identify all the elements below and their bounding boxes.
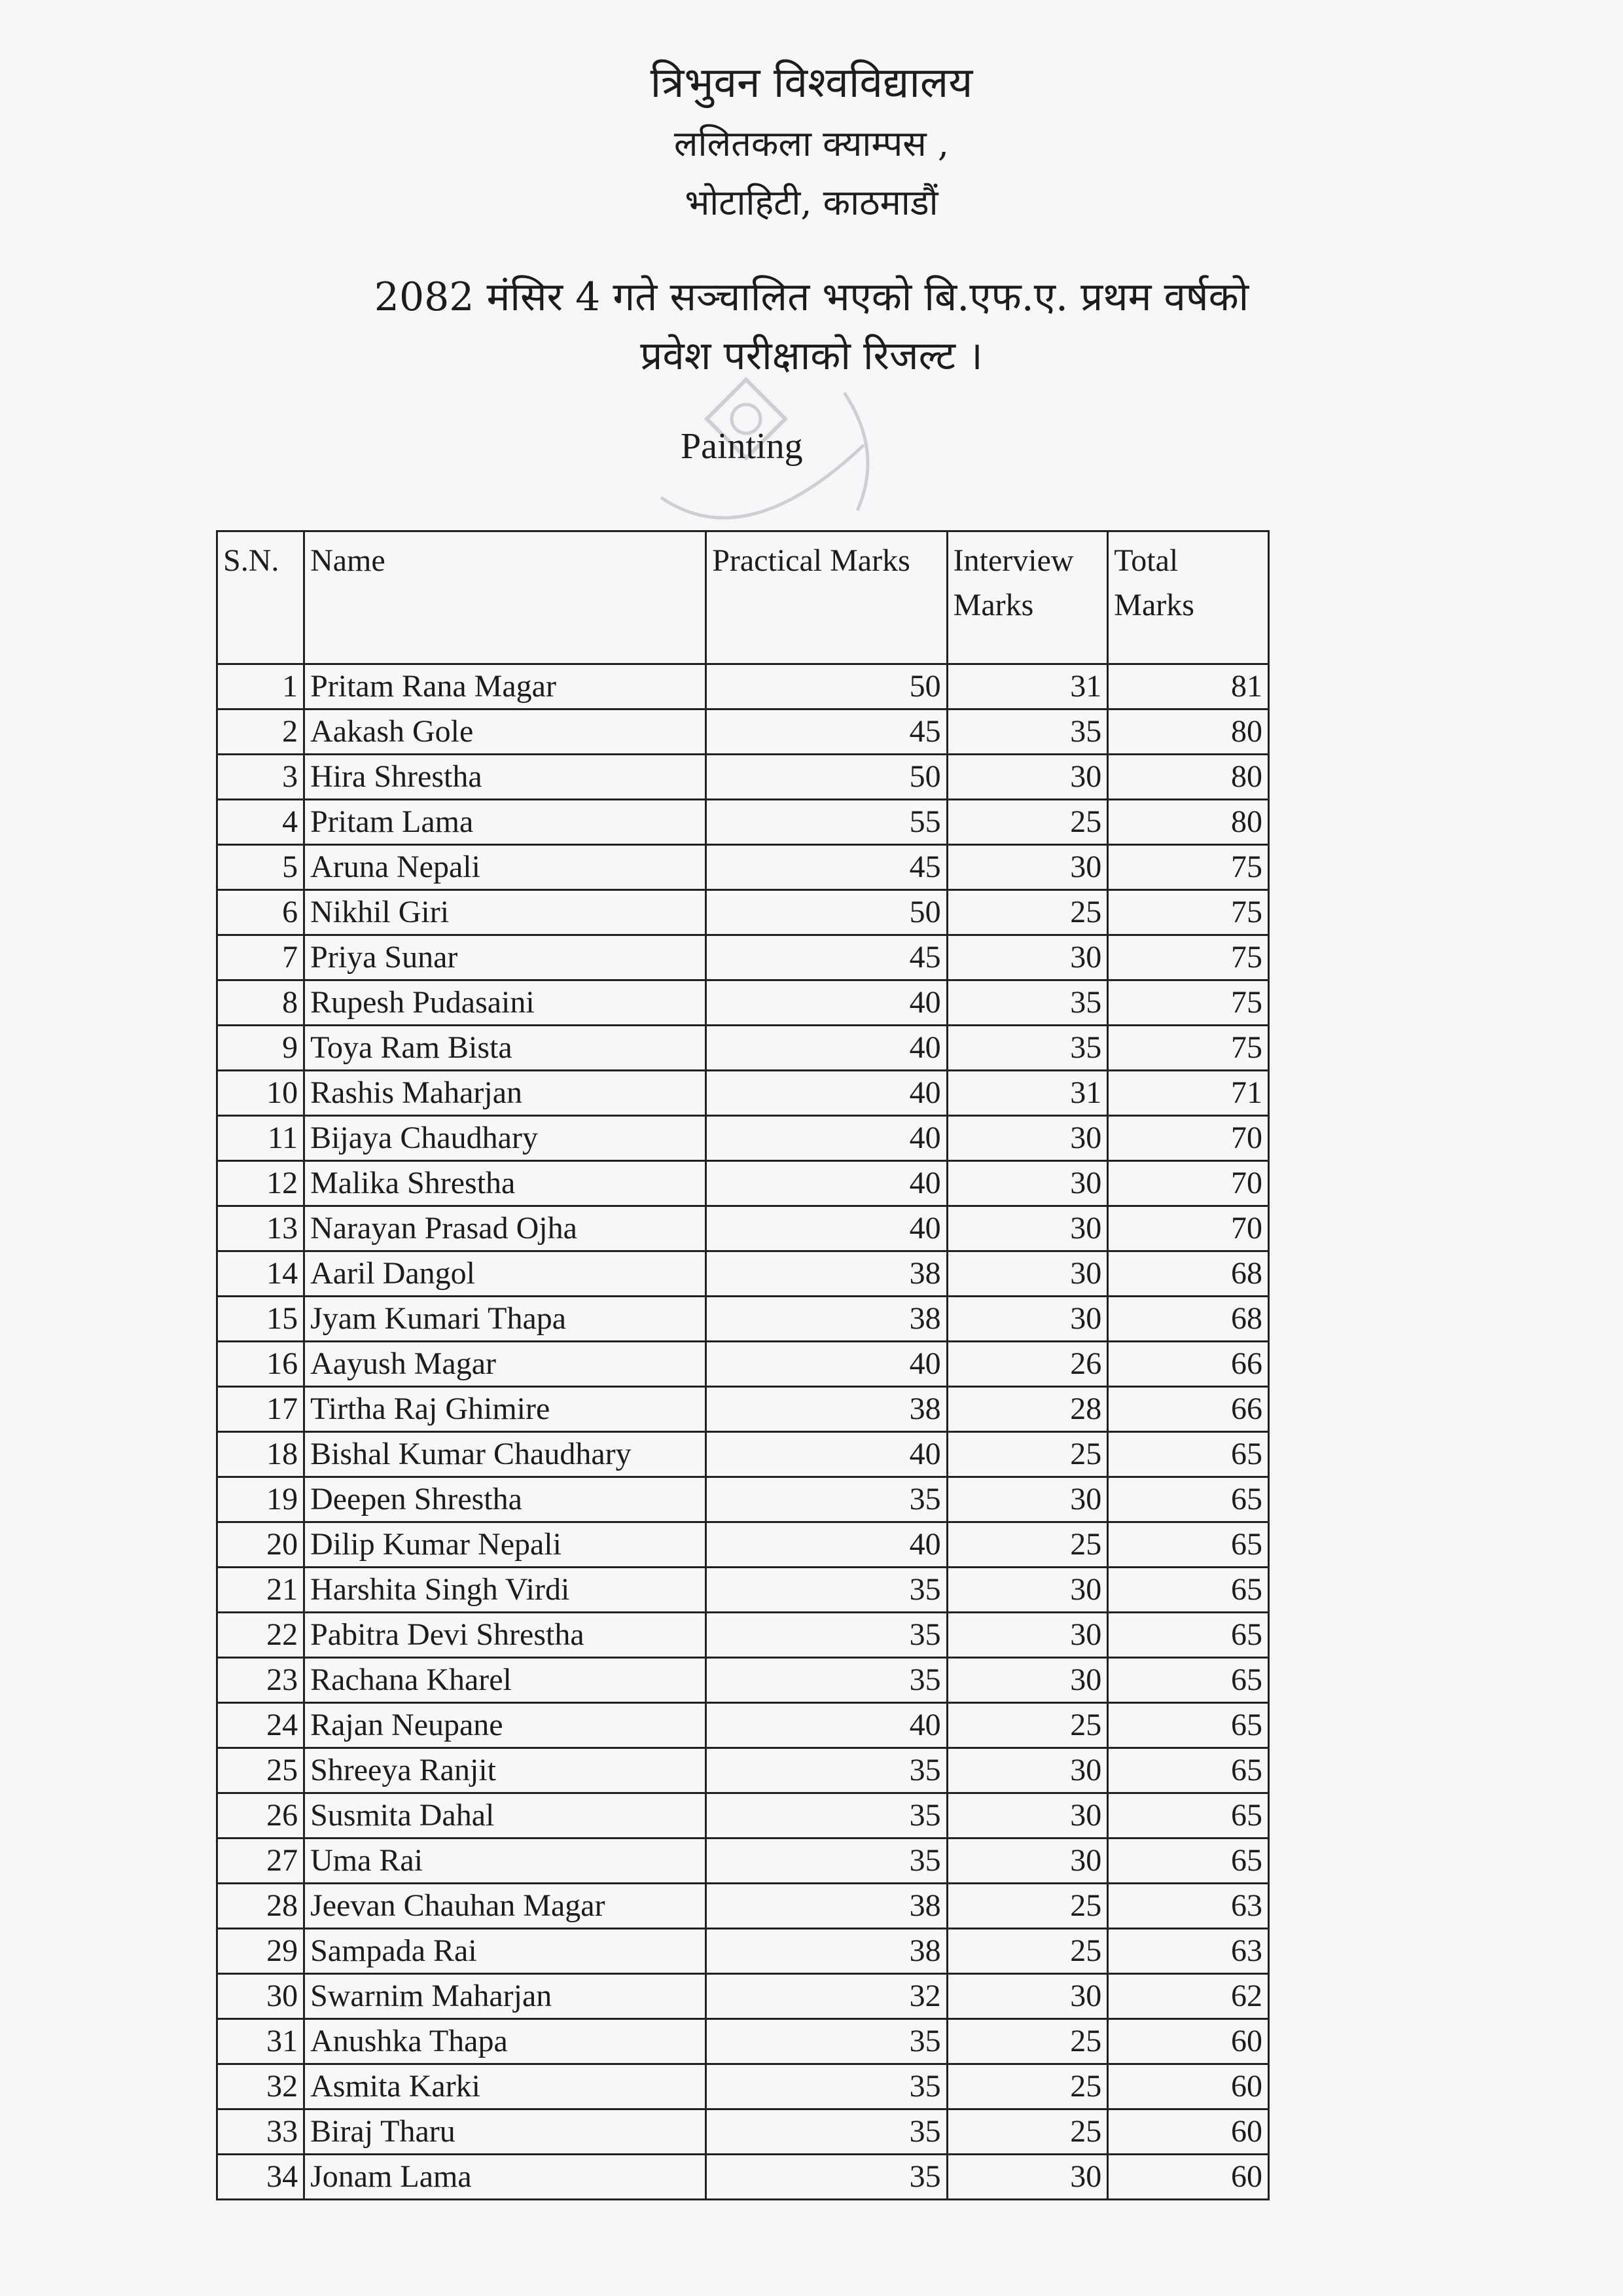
table-row (217, 1568, 1269, 1613)
row-practical-marks: 38 (706, 1884, 947, 1929)
table-row (217, 1522, 1269, 1568)
row-practical-marks: 45 (706, 845, 947, 890)
row-interview-marks: 30 (947, 1613, 1108, 1658)
table-row (217, 1703, 1269, 1748)
results-table (216, 530, 1270, 2200)
table-row (217, 2019, 1269, 2064)
row-practical-marks: 40 (706, 1161, 947, 1206)
row-total-marks: 71 (1108, 1071, 1269, 1116)
row-name: Jyam Kumari Thapa (304, 1297, 706, 1342)
row-interview-marks: 30 (947, 1251, 1108, 1297)
table-row (217, 2109, 1269, 2155)
row-name: Anushka Thapa (304, 2019, 706, 2064)
row-interview-marks: 30 (947, 1974, 1108, 2019)
notice-title-line2: प्रवेश परीक्षाको रिजल्ट । (640, 333, 983, 379)
row-practical-marks: 35 (706, 1839, 947, 1884)
row-name: Rupesh Pudasaini (304, 980, 706, 1026)
row-total-marks: 65 (1108, 1748, 1269, 1793)
row-practical-marks: 50 (706, 890, 947, 935)
row-name: Susmita Dahal (304, 1793, 706, 1839)
row-sn: 4 (217, 800, 304, 845)
row-total-marks: 66 (1108, 1342, 1269, 1387)
table-row (217, 1387, 1269, 1432)
row-sn: 27 (217, 1839, 304, 1884)
row-practical-marks: 45 (706, 935, 947, 980)
row-total-marks: 60 (1108, 2109, 1269, 2155)
table-row (217, 1116, 1269, 1161)
row-name: Hira Shrestha (304, 755, 706, 800)
row-name: Harshita Singh Virdi (304, 1568, 706, 1613)
table-row (217, 1297, 1269, 1342)
row-practical-marks: 40 (706, 1342, 947, 1387)
row-total-marks: 60 (1108, 2155, 1269, 2200)
row-practical-marks: 40 (706, 980, 947, 1026)
row-practical-marks: 38 (706, 1297, 947, 1342)
row-total-marks: 81 (1108, 664, 1269, 709)
row-total-marks: 75 (1108, 845, 1269, 890)
row-sn: 13 (217, 1206, 304, 1251)
row-interview-marks: 28 (947, 1387, 1108, 1432)
row-name: Shreeya Ranjit (304, 1748, 706, 1793)
row-sn: 3 (217, 755, 304, 800)
header-total-marks: Total Marks (1108, 531, 1269, 664)
row-total-marks: 70 (1108, 1116, 1269, 1161)
row-interview-marks: 30 (947, 1297, 1108, 1342)
table-row (217, 935, 1269, 980)
row-name: Jonam Lama (304, 2155, 706, 2200)
subject-heading: Painting (681, 426, 803, 467)
row-total-marks: 75 (1108, 935, 1269, 980)
row-sn: 15 (217, 1297, 304, 1342)
table-row (217, 1161, 1269, 1206)
row-name: Deepen Shrestha (304, 1477, 706, 1522)
table-row (217, 800, 1269, 845)
row-practical-marks: 35 (706, 1658, 947, 1703)
row-total-marks: 65 (1108, 1477, 1269, 1522)
row-practical-marks: 40 (706, 1116, 947, 1161)
table-row (217, 2155, 1269, 2200)
row-interview-marks: 26 (947, 1342, 1108, 1387)
campus-name: ललितकला क्याम्पस , (673, 123, 950, 164)
row-sn: 21 (217, 1568, 304, 1613)
row-total-marks: 65 (1108, 1432, 1269, 1477)
row-practical-marks: 35 (706, 1613, 947, 1658)
row-name: Tirtha Raj Ghimire (304, 1387, 706, 1432)
row-name: Toya Ram Bista (304, 1026, 706, 1071)
row-total-marks: 65 (1108, 1703, 1269, 1748)
row-name: Biraj Tharu (304, 2109, 706, 2155)
table-row (217, 1432, 1269, 1477)
row-practical-marks: 40 (706, 1206, 947, 1251)
row-interview-marks: 25 (947, 1703, 1108, 1748)
row-practical-marks: 35 (706, 1568, 947, 1613)
row-sn: 29 (217, 1929, 304, 1974)
row-sn: 2 (217, 709, 304, 755)
row-interview-marks: 25 (947, 2019, 1108, 2064)
row-sn: 33 (217, 2109, 304, 2155)
row-name: Aakash Gole (304, 709, 706, 755)
table-row (217, 845, 1269, 890)
table-row (217, 1477, 1269, 1522)
row-interview-marks: 30 (947, 845, 1108, 890)
table-row (217, 1974, 1269, 2019)
row-name: Nikhil Giri (304, 890, 706, 935)
row-sn: 22 (217, 1613, 304, 1658)
row-name: Aruna Nepali (304, 845, 706, 890)
row-practical-marks: 38 (706, 1387, 947, 1432)
row-practical-marks: 35 (706, 2064, 947, 2109)
row-sn: 7 (217, 935, 304, 980)
table-row (217, 1839, 1269, 1884)
row-interview-marks: 25 (947, 1432, 1108, 1477)
row-sn: 24 (217, 1703, 304, 1748)
row-practical-marks: 40 (706, 1703, 947, 1748)
row-name: Uma Rai (304, 1839, 706, 1884)
row-total-marks: 68 (1108, 1297, 1269, 1342)
row-sn: 30 (217, 1974, 304, 2019)
row-total-marks: 80 (1108, 755, 1269, 800)
row-practical-marks: 45 (706, 709, 947, 755)
row-interview-marks: 31 (947, 664, 1108, 709)
row-practical-marks: 35 (706, 1748, 947, 1793)
row-practical-marks: 40 (706, 1432, 947, 1477)
row-practical-marks: 40 (706, 1026, 947, 1071)
row-name: Rachana Kharel (304, 1658, 706, 1703)
row-practical-marks: 35 (706, 2155, 947, 2200)
row-total-marks: 75 (1108, 890, 1269, 935)
row-sn: 8 (217, 980, 304, 1026)
row-name: Bijaya Chaudhary (304, 1116, 706, 1161)
row-interview-marks: 25 (947, 1884, 1108, 1929)
row-sn: 11 (217, 1116, 304, 1161)
row-practical-marks: 50 (706, 755, 947, 800)
row-interview-marks: 30 (947, 2155, 1108, 2200)
row-practical-marks: 38 (706, 1251, 947, 1297)
row-name: Priya Sunar (304, 935, 706, 980)
row-practical-marks: 35 (706, 1793, 947, 1839)
row-name: Narayan Prasad Ojha (304, 1206, 706, 1251)
row-total-marks: 63 (1108, 1884, 1269, 1929)
row-interview-marks: 30 (947, 935, 1108, 980)
row-interview-marks: 25 (947, 1929, 1108, 1974)
row-interview-marks: 30 (947, 1161, 1108, 1206)
row-interview-marks: 35 (947, 709, 1108, 755)
table-row (217, 1251, 1269, 1297)
row-sn: 23 (217, 1658, 304, 1703)
row-sn: 34 (217, 2155, 304, 2200)
row-practical-marks: 38 (706, 1929, 947, 1974)
row-name: Asmita Karki (304, 2064, 706, 2109)
table-row (217, 755, 1269, 800)
table-row (217, 2064, 1269, 2109)
row-name: Aaril Dangol (304, 1251, 706, 1297)
table-row (217, 664, 1269, 709)
row-practical-marks: 55 (706, 800, 947, 845)
table-row (217, 709, 1269, 755)
row-total-marks: 80 (1108, 800, 1269, 845)
row-sn: 6 (217, 890, 304, 935)
table-row (217, 1884, 1269, 1929)
row-sn: 14 (217, 1251, 304, 1297)
campus-location: भोटाहिटी, काठमाडौं (685, 182, 938, 223)
row-sn: 18 (217, 1432, 304, 1477)
row-total-marks: 65 (1108, 1793, 1269, 1839)
table-row (217, 1748, 1269, 1793)
row-sn: 5 (217, 845, 304, 890)
row-total-marks: 70 (1108, 1161, 1269, 1206)
row-sn: 28 (217, 1884, 304, 1929)
row-practical-marks: 40 (706, 1522, 947, 1568)
row-interview-marks: 25 (947, 2064, 1108, 2109)
row-total-marks: 62 (1108, 1974, 1269, 2019)
row-sn: 12 (217, 1161, 304, 1206)
row-sn: 20 (217, 1522, 304, 1568)
row-practical-marks: 35 (706, 2019, 947, 2064)
row-name: Pritam Lama (304, 800, 706, 845)
row-interview-marks: 35 (947, 1026, 1108, 1071)
row-sn: 26 (217, 1793, 304, 1839)
header-sn: S.N. (217, 531, 304, 664)
row-name: Pabitra Devi Shrestha (304, 1613, 706, 1658)
row-total-marks: 66 (1108, 1387, 1269, 1432)
row-interview-marks: 25 (947, 1522, 1108, 1568)
table-header-row (217, 531, 1269, 664)
row-practical-marks: 32 (706, 1974, 947, 2019)
row-name: Bishal Kumar Chaudhary (304, 1432, 706, 1477)
row-name: Rajan Neupane (304, 1703, 706, 1748)
row-interview-marks: 30 (947, 1748, 1108, 1793)
row-name: Pritam Rana Magar (304, 664, 706, 709)
header-interview-marks: Interview Marks (947, 531, 1108, 664)
table-row (217, 1929, 1269, 1974)
table-row (217, 1026, 1269, 1071)
row-interview-marks: 35 (947, 980, 1108, 1026)
row-total-marks: 65 (1108, 1522, 1269, 1568)
row-interview-marks: 30 (947, 1206, 1108, 1251)
header-name: Name (304, 531, 706, 664)
row-name: Aayush Magar (304, 1342, 706, 1387)
row-interview-marks: 30 (947, 755, 1108, 800)
notice-title-line1: 2082 मंसिर 4 गते सञ्चालित भएको बि.एफ.ए. प्रथम वर्षको (374, 274, 1249, 320)
row-total-marks: 60 (1108, 2064, 1269, 2109)
row-interview-marks: 25 (947, 800, 1108, 845)
university-name: त्रिभुवन विश्वविद्यालय (650, 59, 973, 107)
row-practical-marks: 35 (706, 2109, 947, 2155)
row-interview-marks: 30 (947, 1658, 1108, 1703)
table-row (217, 1071, 1269, 1116)
row-total-marks: 60 (1108, 2019, 1269, 2064)
row-total-marks: 65 (1108, 1658, 1269, 1703)
table-row (217, 980, 1269, 1026)
row-sn: 16 (217, 1342, 304, 1387)
row-name: Malika Shrestha (304, 1161, 706, 1206)
row-sn: 9 (217, 1026, 304, 1071)
row-total-marks: 63 (1108, 1929, 1269, 1974)
row-interview-marks: 25 (947, 2109, 1108, 2155)
row-interview-marks: 30 (947, 1116, 1108, 1161)
row-sn: 1 (217, 664, 304, 709)
row-name: Jeevan Chauhan Magar (304, 1884, 706, 1929)
row-sn: 25 (217, 1748, 304, 1793)
row-total-marks: 65 (1108, 1568, 1269, 1613)
row-sn: 32 (217, 2064, 304, 2109)
row-sn: 19 (217, 1477, 304, 1522)
row-total-marks: 65 (1108, 1613, 1269, 1658)
row-total-marks: 68 (1108, 1251, 1269, 1297)
row-name: Swarnim Maharjan (304, 1974, 706, 2019)
table-row (217, 1793, 1269, 1839)
table-row (217, 1658, 1269, 1703)
row-practical-marks: 35 (706, 1477, 947, 1522)
row-total-marks: 65 (1108, 1839, 1269, 1884)
row-total-marks: 75 (1108, 1026, 1269, 1071)
table-row (217, 1342, 1269, 1387)
row-name: Sampada Rai (304, 1929, 706, 1974)
table-row (217, 1613, 1269, 1658)
row-practical-marks: 40 (706, 1071, 947, 1116)
row-sn: 17 (217, 1387, 304, 1432)
row-interview-marks: 30 (947, 1477, 1108, 1522)
row-interview-marks: 31 (947, 1071, 1108, 1116)
row-sn: 10 (217, 1071, 304, 1116)
row-interview-marks: 25 (947, 890, 1108, 935)
table-row (217, 890, 1269, 935)
row-total-marks: 75 (1108, 980, 1269, 1026)
row-name: Rashis Maharjan (304, 1071, 706, 1116)
row-sn: 31 (217, 2019, 304, 2064)
row-interview-marks: 30 (947, 1839, 1108, 1884)
row-practical-marks: 50 (706, 664, 947, 709)
header-practical-marks: Practical Marks (706, 531, 947, 664)
row-name: Dilip Kumar Nepali (304, 1522, 706, 1568)
row-interview-marks: 30 (947, 1568, 1108, 1613)
table-row (217, 1206, 1269, 1251)
row-interview-marks: 30 (947, 1793, 1108, 1839)
row-total-marks: 70 (1108, 1206, 1269, 1251)
row-total-marks: 80 (1108, 709, 1269, 755)
